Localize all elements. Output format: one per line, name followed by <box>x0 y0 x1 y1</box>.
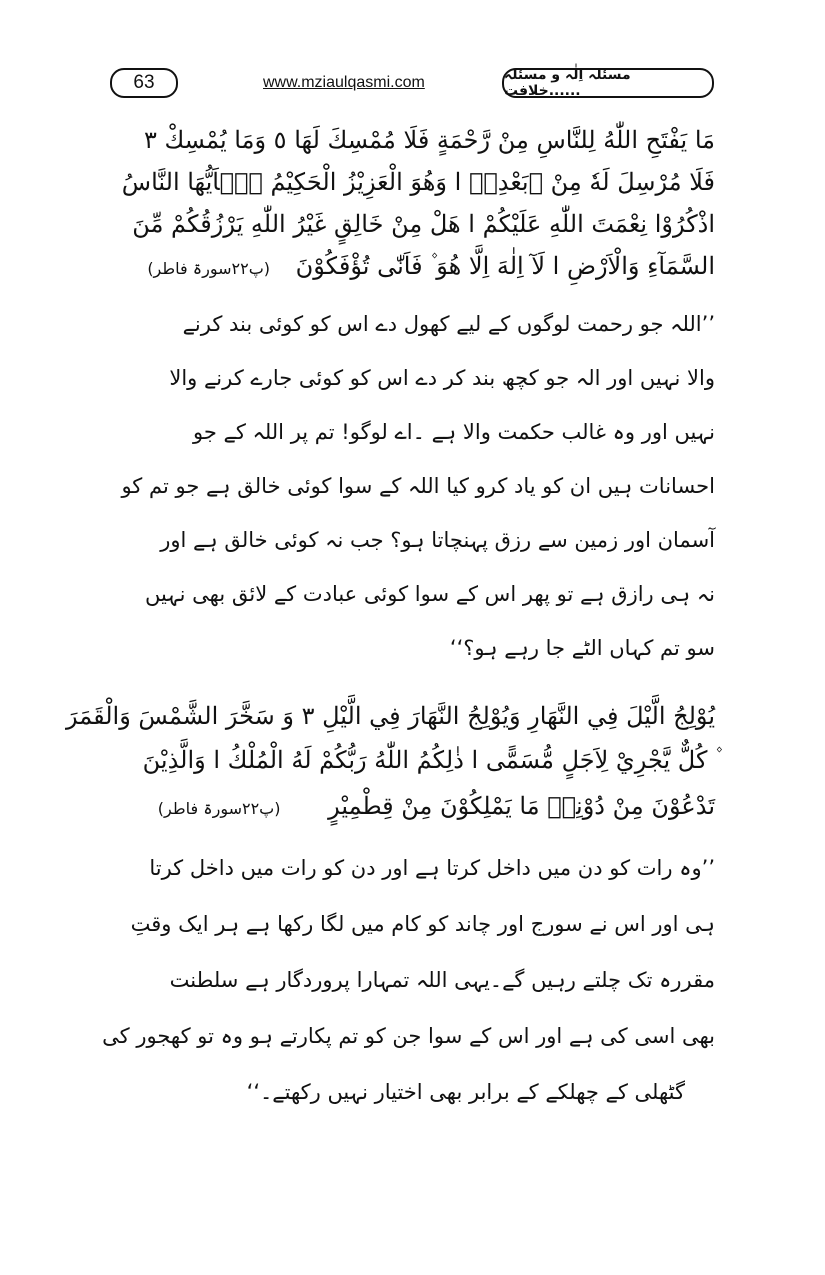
translation-line: سو تم کہاں الٹے جا رہے ہو؟‘‘ <box>449 636 715 660</box>
translation-line: مقررہ تک چلتے رہیں گے۔یہی اللہ تمہارا پروردگار ہے سلطنت <box>169 968 715 992</box>
page-header <box>110 66 714 100</box>
translation-line: گٹھلی کے چھلکے کے برابر بھی اختیار نہیں رکھتے۔‘‘ <box>246 1080 685 1104</box>
surah-reference: (پ۲۲سورۃ فاطر) <box>157 799 281 818</box>
translation-line: نہیں اور وہ غالب حکمت والا ہے ۔اے لوگو! تم پر اللہ کے جو <box>193 420 715 444</box>
book-title: مسئلہ اِلٰہ و مسئلہ خلافت...... <box>502 68 714 98</box>
page-number: 63 <box>110 68 178 98</box>
quran-verse-text: تَدْعُوْنَ مِنْ دُوْنِهٖ مَا يَمْلِكُوْنَ مِنْ قِطْمِيْرٍ <box>328 792 715 820</box>
quran-verse-line: مَا يَفْتَحِ اللّٰهُ لِلنَّاسِ مِنْ رَّحْمَةٍ فَلَا مُمْسِكَ لَهَا ٥ وَمَا يُمْسِكْ ٣ <box>143 126 715 154</box>
translation-line: نہ ہی رازق ہے تو پھر اس کے سوا کوئی عبادت کے لائق بھی نہیں <box>144 582 715 606</box>
translation-line: آسمان اور زمین سے رزق پہنچاتا ہو؟ جب نہ کوئی خالق ہے اور <box>160 528 715 552</box>
translation-line: والا نہیں اور الہ جو کچھ بند کر دے اس کو کوئی جارے کرنے والا <box>169 366 715 390</box>
quran-verse-line: فَلَا مُرْسِلَ لَهٗ مِنْ ۢبَعْدِهٖ ا وَهُوَ الْعَزِيْزُ الْحَكِيْمُ يٰۤاَيُّهَا النَّاسُ <box>121 168 715 196</box>
translation-line: ’’وہ رات کو دن میں داخل کرتا ہے اور دن کو رات میں داخل کرتا <box>149 856 715 880</box>
quran-verse-line-with-reference <box>150 792 715 820</box>
quran-verse-line: اذْكُرُوْا نِعْمَتَ اللّٰهِ عَلَيْكُمْ ا هَلْ مِنْ خَالِقٍ غَيْرُ اللّٰهِ يَرْزُقُكُمْ مِّنَ <box>132 210 715 238</box>
quran-verse-line: ۫ كُلٌّ يَّجْرِيْ لِاَجَلٍ مُّسَمًّى ا ذٰلِكُمُ اللّٰهُ رَبُّكُمْ لَهُ الْمُلْكُ ا وَالَّذِيْنَ <box>142 746 715 774</box>
translation-line: ’’اللہ جو رحمت لوگوں کے لیے کھول دے اس کو کوئی بند کرنے <box>182 312 715 336</box>
quran-verse-line-with-reference <box>147 252 715 280</box>
website-link[interactable]: www.mziaulqasmi.com <box>263 74 425 91</box>
translation-line: بھی اسی کی ہے اور اس کے سوا جن کو تم پکارتے ہو وہ تو کھجور کی <box>102 1024 715 1048</box>
translation-line: احسانات ہیں ان کو یاد کرو کیا اللہ کے سوا کوئی خالق ہے جو تم کو <box>121 474 715 498</box>
translation-line: ہی اور اس نے سورج اور چاند کو کام میں لگا رکھا ہے ہر ایک وقتِ <box>130 912 715 936</box>
quran-verse-line: يُوْلِجُ الَّيْلَ فِي النَّهَارِ وَيُوْلِجُ النَّهَارَ فِي الَّيْلِ ٣ وَ سَخَّرَ الشَّمْسَ وَالْقَمَرَ <box>65 702 715 730</box>
surah-reference: (پ۲۲سورۃ فاطر) <box>147 259 270 278</box>
quran-verse-text: السَّمَآءِ وَالْاَرْضِ ا لَآ اِلٰهَ اِلَّا هُوَ ۫ فَاَنّٰى تُؤْفَكُوْنَ <box>295 252 715 280</box>
